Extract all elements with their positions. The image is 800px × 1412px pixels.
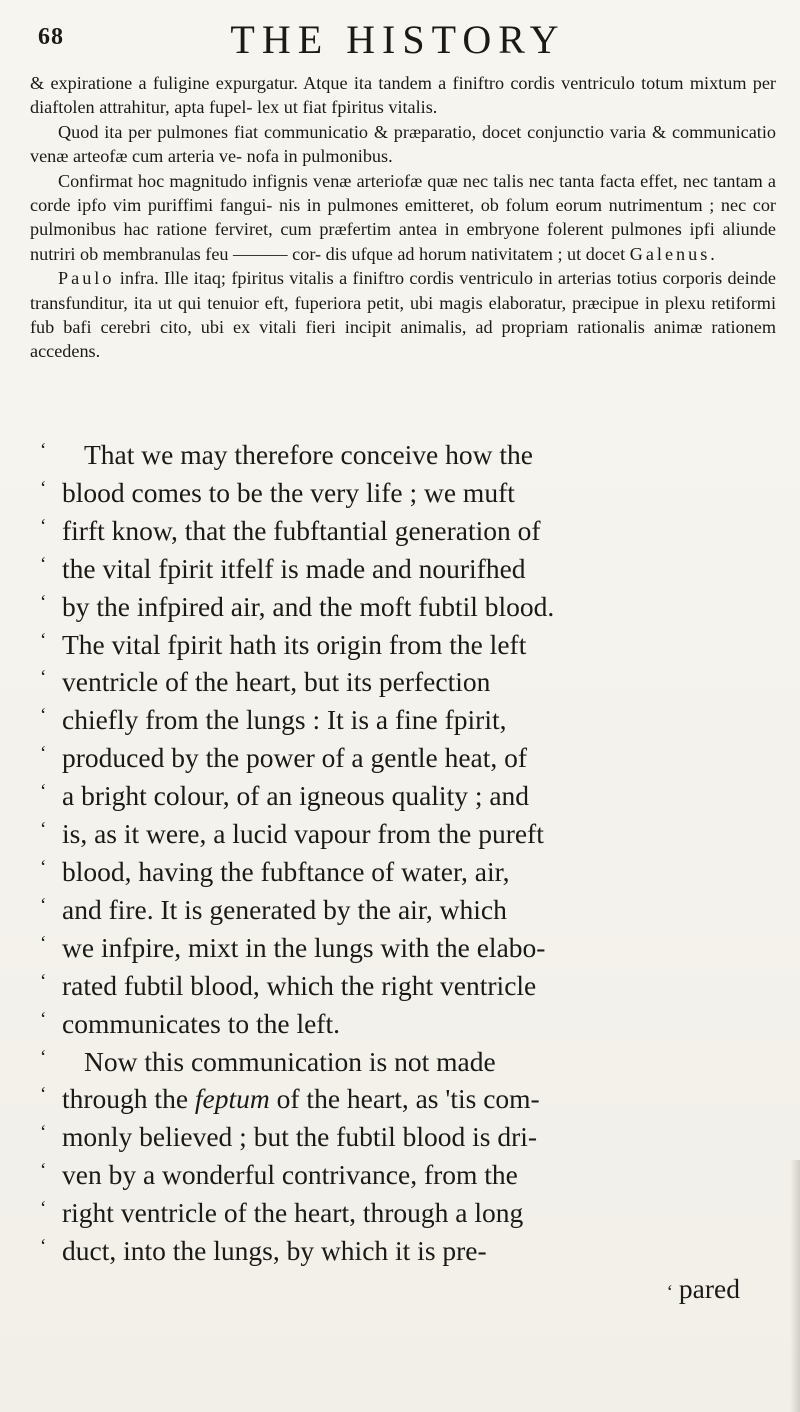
author-galenus: Galenus. (629, 243, 718, 264)
english-line (40, 436, 762, 474)
running-title: THE HISTORY (230, 17, 566, 62)
quote-mark: ‘ (40, 591, 47, 613)
english-line-text: a bright colour, of an igneous quality ; and (62, 780, 530, 812)
english-line (40, 663, 762, 701)
author-paulo: Paulo (58, 268, 115, 289)
latin-paragraph-3-text: Confirmat hoc magnitudo infignis venæ arteriofæ quæ nec talis nec tanta facta effet, nec tantam a corde ipfo vim puriffimi fangui- nis in pulmones emitteret, ob folum eorum nutrimentum ; nec cor pulmonibus hac ratione ferviret, cum præfertim antea in embryone folerent pulmones ipfi aliunde nutriri ob membranulas feu ——— cor- dis ufque ad horum nativitatem ; ut docet (30, 170, 776, 264)
english-line-text: through the (62, 1083, 195, 1115)
english-line-text: The vital fpirit hath its origin from the left (62, 628, 527, 660)
english-line-text: is, as it were, a lucid vapour from the pureft (62, 818, 544, 850)
english-line-text: communicates to the left. (62, 1007, 340, 1039)
quote-mark: ‘ (40, 856, 47, 878)
english-line (40, 929, 762, 967)
quote-mark: ‘ (40, 1008, 47, 1030)
english-line (40, 1194, 762, 1232)
english-line (40, 1005, 762, 1043)
quote-mark: ‘ (40, 1236, 47, 1258)
english-line (40, 1043, 762, 1081)
quote-mark: ‘ (666, 1281, 673, 1303)
quote-mark: ‘ (40, 553, 47, 575)
quote-mark: ‘ (40, 515, 47, 537)
english-line-text: That we may therefore conceive how the (84, 439, 533, 470)
catchword-line (62, 1270, 762, 1312)
latin-paragraph-3 (30, 169, 776, 267)
quote-mark: ‘ (40, 477, 47, 499)
septum-word: feptum (194, 1083, 270, 1115)
english-line-text: blood comes to be the very life ; we muft (62, 476, 515, 508)
latin-passage (30, 71, 776, 364)
quote-mark: ‘ (40, 970, 47, 992)
english-line-text: we infpire, mixt in the lungs with the elabo- (62, 931, 546, 963)
english-line (40, 967, 762, 1005)
quote-mark: ‘ (40, 705, 47, 727)
english-line (40, 1232, 762, 1270)
english-line (40, 739, 762, 777)
quote-mark: ‘ (40, 894, 47, 916)
english-passage (40, 436, 762, 1312)
english-line (40, 474, 762, 512)
english-line (40, 815, 762, 853)
english-line-text: by the infpired air, and the moft fubtil blood. (62, 590, 555, 622)
latin-paragraph-4 (30, 266, 776, 364)
page-number: 68 (38, 24, 64, 50)
quote-mark: ‘ (40, 667, 47, 689)
quote-mark: ‘ (40, 1198, 47, 1220)
latin-paragraph-2: Quod ita per pulmones fiat communicatio & præparatio, docet conjunctio varia & communicatio venæ arteofæ cum arteria ve- nofa in pulmonibus. (30, 121, 776, 167)
quote-mark: ‘ (40, 932, 47, 954)
english-line-text: blood, having the fubftance of water, air, (62, 855, 510, 887)
english-line-text: monly believed ; but the fubtil blood is dri- (62, 1121, 538, 1153)
quote-mark: ‘ (40, 1160, 47, 1182)
english-line-text: chiefly from the lungs : It is a fine fpirit, (62, 704, 507, 736)
english-line (40, 853, 762, 891)
english-line (40, 512, 762, 550)
quote-mark: ‘ (40, 1046, 47, 1068)
english-line (40, 891, 762, 929)
quote-mark: ‘ (40, 781, 47, 803)
page-header (38, 14, 758, 70)
english-line-text: produced by the power of a gentle heat, of (62, 742, 528, 774)
latin-paragraph-4-text: infra. Ille itaq; fpiritus vitalis a finiftro cordis ventriculo in arterias totius corporis deinde transfunditur, ita ut qui tenuior eft, fuperiora petit, ubi magis elaboratur, præcipue in plexu retiformi fub bafi cerebri cito, ubi ex vitali fieri incipit animalis, ad propriam rationalis animæ rationem accedens. (30, 268, 776, 362)
english-line-text: the vital fpirit itfelf is made and nourifhed (62, 552, 526, 584)
english-line-text: ven by a wonderful contrivance, from the (62, 1159, 518, 1191)
quote-mark: ‘ (40, 1122, 47, 1144)
quote-mark: ‘ (40, 440, 47, 461)
english-line-text: of the heart, as 'tis com- (269, 1083, 540, 1115)
quote-mark: ‘ (40, 819, 47, 841)
english-line (40, 777, 762, 815)
page-edge-shadow (790, 1160, 800, 1412)
english-line-text: duct, into the lungs, by which it is pre- (62, 1235, 487, 1267)
quote-mark: ‘ (40, 629, 47, 651)
english-line (40, 550, 762, 588)
english-line (40, 626, 762, 664)
english-line (40, 1156, 762, 1194)
english-line-text: and fire. It is generated by the air, which (62, 893, 507, 925)
english-line-text: rated fubtil blood, which the right ventricle (62, 969, 537, 1001)
quote-mark: ‘ (40, 1084, 47, 1106)
english-line (40, 1118, 762, 1156)
english-line-text: Now this communication is not made (84, 1045, 496, 1077)
english-line (40, 588, 762, 626)
quote-mark: ‘ (40, 743, 47, 765)
english-line (40, 701, 762, 739)
english-line-text: ventricle of the heart, but its perfection (62, 666, 491, 698)
catchword: pared (678, 1272, 740, 1304)
english-line-text: right ventricle of the heart, through a long (62, 1197, 524, 1229)
english-line-text: firft know, that the fubftantial generation of (62, 514, 541, 546)
latin-paragraph-1: & expiratione a fuligine expurgatur. Atque ita tandem a finiftro cordis ventriculo totum mixtum per diaftolen attrahitur, apta fupel- lex ut fiat fpiritus vitalis. (30, 73, 776, 118)
english-line (40, 1080, 762, 1118)
